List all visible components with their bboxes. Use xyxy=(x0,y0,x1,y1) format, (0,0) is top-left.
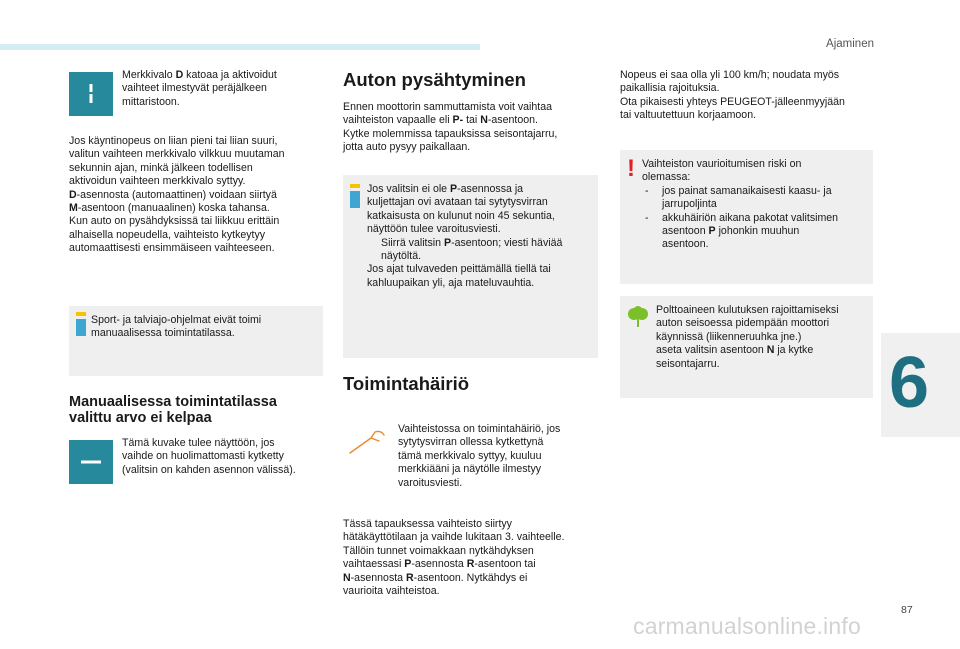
eco-box: Polttoaineen kulutuksen rajoittamiseksi auton seisoessa pidempään moottori käynnissä (liikenneruuhka jne.) aseta valitsin asentoon N ja kytke seisontajarru. xyxy=(620,296,873,398)
watermark: carmanualsonline.info xyxy=(633,613,861,639)
malfunction-icon-text: Vaihteistossa on toimintahäiriö, jos sytytysvirran ollessa kytkettynä tämä merkkivalo syttyy, kuuluu merkkiääni ja näytölle ilmestyy varoitusviesti. xyxy=(398,423,561,489)
info-icon xyxy=(350,184,360,208)
page-number: 87 xyxy=(901,604,913,616)
speed-paragraph: Jos käyntinopeus on liian pieni tai liian suuri, valitun vaihteen merkkivalo vilkkuu muutaman sekunnin ajan, minkä jälkeen todellisen aktivoidun vaihteen merkkivalo syttyy. D-asennosta (automaattinen) voidaan siirtyä M-asentoon (manuaalinen) koska tahansa. Kun auto on pysähdyksissä tai liikkuu erittäin alhaisella nopeudella, vaihteisto kytkeytyy automaattisesti ensimmäiseen vaihteeseen. xyxy=(69,135,285,255)
warning-icon: ! xyxy=(627,155,635,182)
gear-indicator-icon xyxy=(69,72,113,116)
speed-limit-paragraph: Nopeus ei saa olla yli 100 km/h; noudata myös paikallisia rajoituksia. Ota pikaisesti yhteys PEUGEOT-jälleenmyyjään tai valtuutettuun korjaamoon. xyxy=(620,69,845,122)
eco-tree-icon xyxy=(627,306,649,328)
section-label: Ajaminen xyxy=(826,38,874,50)
chapter-number: 6 xyxy=(889,343,930,423)
info-icon xyxy=(76,312,86,336)
title-stopping: Auton pysähtyminen xyxy=(343,69,526,90)
dash-icon-box xyxy=(69,440,113,484)
malfunction-paragraph: Tässä tapauksessa vaihteisto siirtyy hätäkäyttötilaan ja vaihde lukitaan 3. vaihteelle. Tällöin tunnet voimakkaan nytkähdyksen vaihtaessasi P-asennosta R-asentoon tai N-asennosta R-asentoon. Nytkähdys ei vaurioita vaihteistoa. xyxy=(343,518,565,598)
wrench-icon xyxy=(347,428,387,458)
info-box-door: Jos valitsin ei ole P-asennossa ja kuljettajan ovi avataan tai sytytysvirran katkaisusta on kulunut noin 45 sekuntia, näyttöön tulee varoitusviesti. Siirrä valitsin P-asentoon; viesti häviää näytöltä. Jos ajat tulvaveden peittämällä tiellä tai kahluupaikan yli, aja mateluvauhtia. xyxy=(343,175,598,358)
heading-invalid-value: Manuaalisessa toimintatilassa valittu arvo ei kelpaa xyxy=(69,394,277,426)
stopping-paragraph: Ennen moottorin sammuttamista voit vaihtaa vaihteiston vapaalle eli P- tai N-asentoon. Kytke molemmissa tapauksissa seisontajarru, jotta auto pysyy paikallaan. xyxy=(343,101,558,154)
info-box-sport: Sport- ja talviajo-ohjelmat eivät toimi manuaalisessa toimintatilassa. xyxy=(69,306,323,376)
warning-box: ! Vaihteiston vaurioitumisen riski on olemassa: - jos painat samanaikaisesti kaasu- ja jarrupoljinta - akkuhäiriön aikana pakotat valitsimen asentoon P johonkin muuhun asentoon. xyxy=(620,150,873,284)
gear-display-text: Merkkivalo D katoaa ja aktivoidut vaihteet ilmestyvät peräjälkeen mittaristoon. xyxy=(122,69,277,108)
gear-display-icon-box xyxy=(69,72,113,116)
header-bar xyxy=(0,44,480,50)
title-malfunction: Toimintahäiriö xyxy=(343,373,470,394)
dash-icon xyxy=(69,440,113,484)
dash-icon-text: Tämä kuvake tulee näyttöön, jos vaihde on huolimattomasti kytketty (valitsin on kahden asennon välissä). xyxy=(122,437,296,476)
chapter-tab xyxy=(881,333,960,437)
